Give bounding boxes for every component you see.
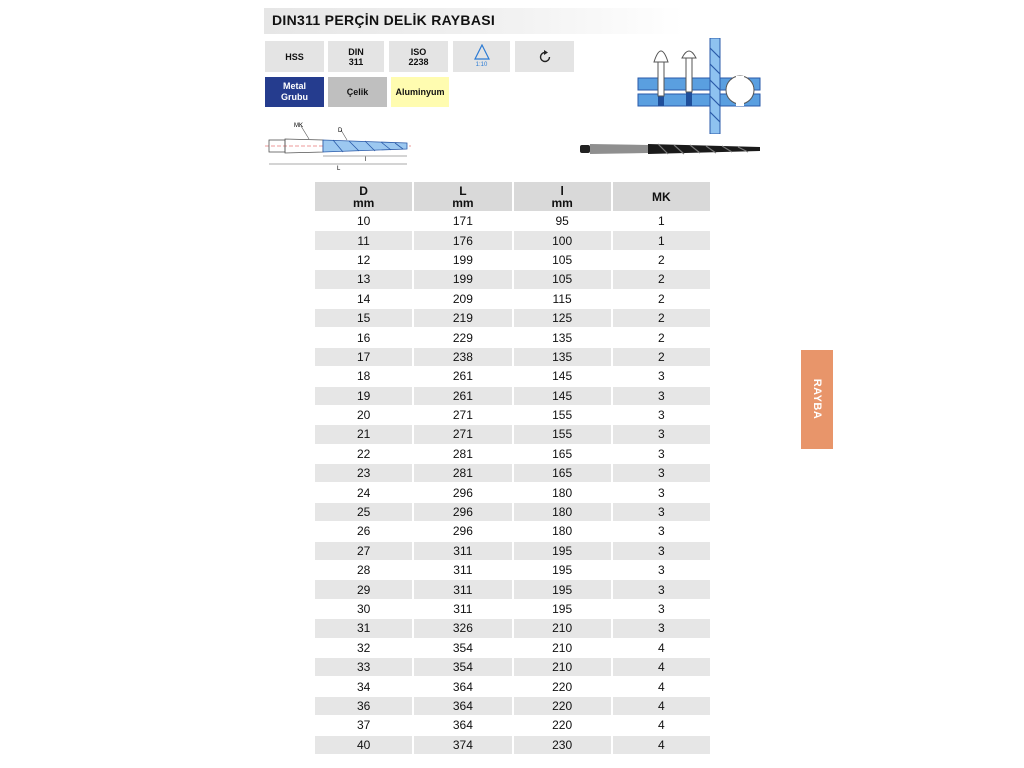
table-cell: 145 xyxy=(514,366,611,385)
table-cell: 261 xyxy=(414,366,511,385)
table-cell: 199 xyxy=(414,269,511,288)
table-cell: 3 xyxy=(613,618,710,637)
table-cell: 20 xyxy=(315,405,412,424)
table-cell: 1 xyxy=(613,211,710,230)
column-header-name: L xyxy=(459,183,467,198)
column-header-name: l xyxy=(560,183,564,198)
table-cell: 95 xyxy=(514,211,611,230)
table-row xyxy=(315,211,710,230)
table-cell: 2 xyxy=(613,250,710,269)
spec-din-label: DIN xyxy=(348,46,364,57)
material-aluminum xyxy=(391,77,449,107)
table-cell: 34 xyxy=(315,676,412,695)
table-body xyxy=(315,211,710,754)
table-cell: 10 xyxy=(315,211,412,230)
table-cell: 3 xyxy=(613,463,710,482)
table-cell: 29 xyxy=(315,579,412,598)
table-cell: 210 xyxy=(514,657,611,676)
table-cell: 17 xyxy=(315,347,412,366)
diagram-label-d: D xyxy=(338,128,343,134)
diagram-label-l-small: l xyxy=(365,157,367,163)
table-cell: 4 xyxy=(613,696,710,715)
table-cell: 220 xyxy=(514,676,611,695)
table-cell: 18 xyxy=(315,366,412,385)
table-cell: 2 xyxy=(613,308,710,327)
column-header-unit: mm xyxy=(551,195,573,210)
dimension-table xyxy=(313,182,712,754)
table-cell: 31 xyxy=(315,618,412,637)
table-cell: 3 xyxy=(613,599,710,618)
table-cell: 220 xyxy=(514,696,611,715)
table-row xyxy=(315,502,710,521)
column-header-name: MK xyxy=(652,189,671,204)
table-cell: 271 xyxy=(414,405,511,424)
table-row xyxy=(315,560,710,579)
table-cell: 199 xyxy=(414,250,511,269)
spec-taper xyxy=(453,41,510,72)
column-header xyxy=(514,182,611,211)
table-row xyxy=(315,289,710,308)
table-cell: 230 xyxy=(514,735,611,754)
table-cell: 3 xyxy=(613,502,710,521)
table-cell: 195 xyxy=(514,579,611,598)
table-row xyxy=(315,735,710,754)
spec-taper-ratio: 1:10 xyxy=(475,62,488,68)
table-cell: 364 xyxy=(414,696,511,715)
table-row xyxy=(315,269,710,288)
table-row xyxy=(315,230,710,249)
table-header-row xyxy=(315,182,710,211)
table-cell: 4 xyxy=(613,638,710,657)
table-row xyxy=(315,618,710,637)
column-header xyxy=(414,182,511,211)
table-cell: 26 xyxy=(315,521,412,540)
side-tab-rayba[interactable] xyxy=(801,350,833,449)
spec-hss-label: HSS xyxy=(285,51,304,62)
table-cell: 11 xyxy=(315,230,412,249)
table-cell: 3 xyxy=(613,386,710,405)
table-cell: 125 xyxy=(514,308,611,327)
table-cell: 374 xyxy=(414,735,511,754)
table-cell: 219 xyxy=(414,308,511,327)
table-row xyxy=(315,579,710,598)
table-cell: 180 xyxy=(514,521,611,540)
table-cell: 238 xyxy=(414,347,511,366)
column-header xyxy=(613,182,710,211)
side-tab-label: RAYBA xyxy=(811,378,823,420)
table-row xyxy=(315,676,710,695)
table-cell: 105 xyxy=(514,250,611,269)
table-cell: 209 xyxy=(414,289,511,308)
table-cell: 296 xyxy=(414,502,511,521)
table-cell: 3 xyxy=(613,405,710,424)
table-cell: 14 xyxy=(315,289,412,308)
table-cell: 115 xyxy=(514,289,611,308)
table-cell: 296 xyxy=(414,521,511,540)
table-cell: 261 xyxy=(414,386,511,405)
table-cell: 40 xyxy=(315,735,412,754)
material-group-label xyxy=(265,77,324,107)
table-cell: 326 xyxy=(414,618,511,637)
table-cell: 4 xyxy=(613,676,710,695)
table-cell: 281 xyxy=(414,463,511,482)
table-row xyxy=(315,327,710,346)
table-cell: 311 xyxy=(414,560,511,579)
page-title: DIN311 PERÇİN DELİK RAYBASI xyxy=(272,12,496,28)
table-cell: 210 xyxy=(514,638,611,657)
spec-iso xyxy=(389,41,448,72)
diagram-label-l-big: L xyxy=(337,166,341,172)
table-cell: 2 xyxy=(613,327,710,346)
table-cell: 12 xyxy=(315,250,412,269)
table-cell: 145 xyxy=(514,386,611,405)
table-cell: 15 xyxy=(315,308,412,327)
table-row xyxy=(315,347,710,366)
table-cell: 4 xyxy=(613,735,710,754)
table-cell: 311 xyxy=(414,579,511,598)
table-cell: 25 xyxy=(315,502,412,521)
table-cell: 3 xyxy=(613,424,710,443)
title-bar xyxy=(264,8,684,34)
table-cell: 135 xyxy=(514,327,611,346)
table-row xyxy=(315,715,710,734)
table-cell: 3 xyxy=(613,482,710,501)
material-aluminum-label: Aluminyum xyxy=(395,86,445,97)
table-cell: 195 xyxy=(514,599,611,618)
table-row xyxy=(315,521,710,540)
table-cell: 281 xyxy=(414,444,511,463)
column-header-name: D xyxy=(359,183,368,198)
table-cell: 180 xyxy=(514,502,611,521)
table-cell: 354 xyxy=(414,638,511,657)
table-cell: 364 xyxy=(414,715,511,734)
table-cell: 16 xyxy=(315,327,412,346)
material-group-line1: Metal xyxy=(282,81,306,91)
table-cell: 165 xyxy=(514,444,611,463)
table-cell: 105 xyxy=(514,269,611,288)
table-cell: 195 xyxy=(514,560,611,579)
diagram-label-mk: MK xyxy=(294,123,303,129)
table-row xyxy=(315,463,710,482)
table-cell: 1 xyxy=(613,230,710,249)
material-steel-label: Çelik xyxy=(346,86,369,97)
table-cell: 36 xyxy=(315,696,412,715)
table-row xyxy=(315,696,710,715)
table-cell: 3 xyxy=(613,444,710,463)
table-cell: 271 xyxy=(414,424,511,443)
table-cell: 354 xyxy=(414,657,511,676)
table-row xyxy=(315,424,710,443)
table-cell: 311 xyxy=(414,599,511,618)
table-cell: 176 xyxy=(414,230,511,249)
table-cell: 165 xyxy=(514,463,611,482)
spec-din-number: 311 xyxy=(348,56,364,67)
table-cell: 171 xyxy=(414,211,511,230)
table-cell: 28 xyxy=(315,560,412,579)
table-cell: 135 xyxy=(514,347,611,366)
table-cell: 4 xyxy=(613,715,710,734)
material-group-line2: Grubu xyxy=(281,92,308,102)
taper-cone-icon xyxy=(472,44,492,62)
table-cell: 22 xyxy=(315,444,412,463)
column-header-unit: mm xyxy=(452,195,474,210)
table-cell: 2 xyxy=(613,347,710,366)
table-cell: 2 xyxy=(613,269,710,288)
table-row xyxy=(315,366,710,385)
table-row xyxy=(315,638,710,657)
table-cell: 311 xyxy=(414,541,511,560)
spec-din xyxy=(328,41,384,72)
table-cell: 155 xyxy=(514,424,611,443)
table-cell: 37 xyxy=(315,715,412,734)
table-cell: 3 xyxy=(613,560,710,579)
table-cell: 296 xyxy=(414,482,511,501)
table-cell: 13 xyxy=(315,269,412,288)
table-cell: 3 xyxy=(613,366,710,385)
spec-iso-label: ISO xyxy=(410,46,427,57)
spec-hss xyxy=(265,41,324,72)
table-cell: 30 xyxy=(315,599,412,618)
table-cell: 100 xyxy=(514,230,611,249)
table-row xyxy=(315,250,710,269)
table-cell: 229 xyxy=(414,327,511,346)
table-row xyxy=(315,599,710,618)
table-cell: 24 xyxy=(315,482,412,501)
reamer-photo xyxy=(578,138,762,160)
table-cell: 195 xyxy=(514,541,611,560)
table-cell: 3 xyxy=(613,541,710,560)
table-row xyxy=(315,482,710,501)
table-row xyxy=(315,541,710,560)
column-header xyxy=(315,182,412,211)
table-row xyxy=(315,386,710,405)
table-row xyxy=(315,405,710,424)
rivet-hole-illustration xyxy=(636,38,762,134)
table-row xyxy=(315,657,710,676)
table-cell: 23 xyxy=(315,463,412,482)
table-cell: 21 xyxy=(315,424,412,443)
table-cell: 32 xyxy=(315,638,412,657)
table-cell: 180 xyxy=(514,482,611,501)
table-cell: 27 xyxy=(315,541,412,560)
table-cell: 19 xyxy=(315,386,412,405)
table-row xyxy=(315,308,710,327)
spec-rotation xyxy=(515,41,574,72)
column-header-unit: mm xyxy=(352,195,375,210)
rotation-clockwise-icon xyxy=(538,50,552,64)
table-cell: 3 xyxy=(613,521,710,540)
table-cell: 2 xyxy=(613,289,710,308)
table-cell: 4 xyxy=(613,657,710,676)
table-row xyxy=(315,444,710,463)
table-cell: 155 xyxy=(514,405,611,424)
spec-iso-number: 2238 xyxy=(408,56,429,67)
table-cell: 364 xyxy=(414,676,511,695)
table-cell: 3 xyxy=(613,579,710,598)
table-cell: 210 xyxy=(514,618,611,637)
material-steel xyxy=(328,77,387,107)
table-cell: 220 xyxy=(514,715,611,734)
table-cell: 33 xyxy=(315,657,412,676)
reamer-technical-drawing xyxy=(263,118,413,172)
